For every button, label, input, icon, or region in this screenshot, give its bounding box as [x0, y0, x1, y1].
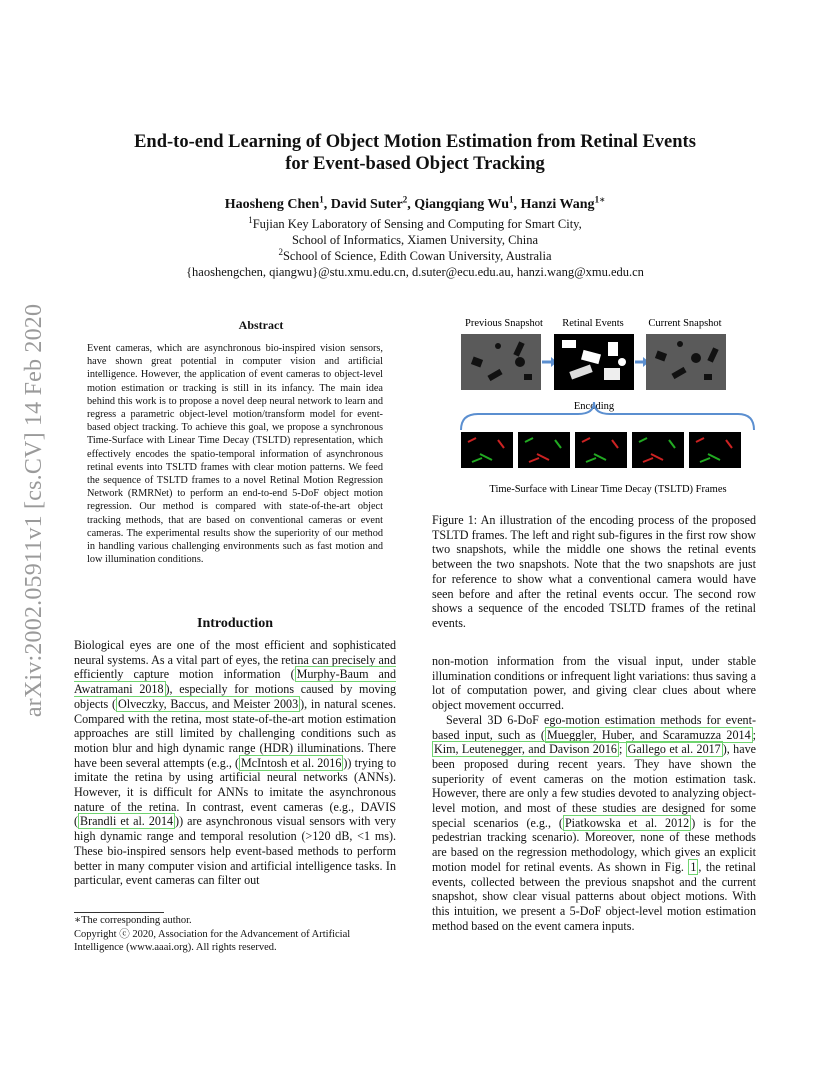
label-current-snapshot: Current Snapshot: [648, 318, 722, 329]
label-retinal-events: Retinal Events: [562, 318, 624, 329]
citation-link[interactable]: Brandli et al. 2014: [80, 814, 174, 829]
tsltd-frame: [689, 432, 741, 468]
figure-1: [458, 312, 758, 502]
author-list: Haosheng Chen$^1$, David Suter$^2$, Qiangqiang Wu$^1$, Hanzi Wang$^{1∗}$: [224, 194, 606, 212]
tsltd-frame: [461, 432, 513, 468]
figure-reference-link[interactable]: 1: [690, 859, 697, 874]
introduction-text: Biological eyes are one of the most efficient and sophisticated neural systems. As a vital part of eyes, the retina can precisely and efficiently capture motion information ( Murphy-Baum and Awatramani 2018 ), especially for motions caused by moving objects ( Olveczky, Baccus, and Meister 2003 ), in natural scenes. Compared with the retina, most state-of-the-art motion estimation approaches are still limited by challenging conditions such as motion blur and high dynamic range (HDR) illuminations. There have been several attempts (e.g., ( McIntosh et al. 2016 )) trying to imitate the retina by using artificial neural networks (ANNs). However, it is difficult for ANNs to imitate the asynchronous nature of the retina. In contrast, event cameras (e.g., DAVIS ( Brandli et al. 2014 )) are asynchronous visual sensors with very high dynamic range and temporal resolution (>120 dB, <1 ms). These bio-inspired sensors help event-based methods to perform better in many computer vision and artificial intelligence tasks. In particular, event cameras can filter out: [74, 638, 396, 888]
citation-link[interactable]: Piatkowska et al. 2012: [564, 815, 690, 830]
affiliations: $^1$Fujian Key Laboratory of Sensing and Computing for Smart City, School of Informatics, Xiamen University, China $^2$School of Science, Edith Cowan University, Australia {haoshengchen, qiangwu}@stu.xmu.edu.cn, d.suter@ecu.edu.au, hanzi.wang@xmu.edu.cn: [186, 214, 644, 279]
previous-snapshot-image: [461, 334, 541, 390]
tsltd-frame: [632, 432, 684, 468]
abstract-text: Event cameras, which are asynchronous bio-inspired vision sensors, have shown great potential in computer vision and artificial intelligence. However, the application of event cameras to object-level motion estimation or tracking is still in its infancy. The main idea behind this work is to propose a novel deep neural network to learn and regress a parametric object-level motion/transform model for event-based object tracking. To achieve this goal, we propose a synchronous Time-Surface with Linear Time Decay (TSLTD) representation, which effectively encodes the spatio-temporal information of asynchronous retinal events into TSLTD frames with clear motion patterns. We feed the sequence of TSLTD frames to a novel Retinal Motion Regression Network (RMRNet) to perform an end-to-end 5-DoF object motion regression. Our method is compared with state-of-the-art object tracking methods, that are based on conventional cameras or event cameras. The experimental results show the superiority of our method in handling various challenging environments such as fast motion and low illumination conditions.: [87, 343, 383, 566]
label-previous-snapshot: Previous Snapshot: [465, 318, 543, 329]
citation-link[interactable]: Kim, Leutenegger, and Davison 2016: [434, 742, 617, 757]
retinal-events-image: [554, 334, 634, 390]
introduction-heading: Introduction: [197, 616, 273, 631]
footnote: ∗The corresponding author. Copyright ⓒ 2020, Association for the Advancement of Artificial Intelligence (www.aaai.org). All rights reserved.: [74, 915, 351, 953]
tsltd-frame: [518, 432, 570, 468]
citation-link[interactable]: McIntosh et al. 2016: [241, 755, 342, 770]
figure-1-caption: Figure 1: An illustration of the encoding process of the proposed TSLTD frames. The left and right sub-figures in the first row show two snapshots, while the middle one shows the retinal events between the two snapshots. Note that the two snapshots are just for reference to show what a conventional camera would have seen before and after the retinal events occur. The second row shows a sequence of the encoded TSLTD frames of the retinal events.: [432, 513, 756, 630]
abstract-heading: Abstract: [238, 318, 284, 332]
figure-1-illustration: [458, 312, 758, 502]
citation-link[interactable]: Murphy-Baum and Awatramani 2018: [74, 667, 396, 697]
tsltd-frame: [575, 432, 627, 468]
label-encoding: Encoding: [573, 401, 615, 412]
paper-title: End-to-end Learning of Object Motion Estimation from Retinal Events for Event-based Object Tracking: [134, 132, 696, 174]
citation-link[interactable]: Gallego et al. 2017: [627, 742, 721, 757]
label-tsltd-frames: Time-Surface with Linear Time Decay (TSLTD) Frames: [489, 484, 727, 495]
introduction-text-continued: non-motion information from the visual input, under stable illumination conditions or infrequent light variations: thus saving a lot of computation power, and giving clear clues about where object movement occurred. Several 3D 6-DoF ego-motion estimation methods for event-based input, such as ( Mueggler, Huber, and Scaramuzza 2014 ; Kim, Leutenegger, and Davison 2016 ; Gallego et al. 2017 ), have been proposed during recent years. They have shown the superiority of event cameras on the motion estimation task. However, there are only a few studies devoted to analyzing object-level motion, and most of these studies are designed for some special scenarios (e.g., ( Piatkowska et al. 2012 ) is for the pedestrian tracking scenario). Moreover, none of these methods are based on the regression methodology, which gives an explicit motion model for retinal events. As shown in Fig. 1 , the retinal events, collected between the previous snapshot and the current snapshot, show clear visual patterns about object motions. With this intuition, we present a 5-DoF object-level motion estimation method based on the event camera inputs.: [432, 654, 757, 933]
citation-link[interactable]: Mueggler, Huber, and Scaramuzza 2014: [546, 727, 751, 742]
arxiv-watermark: arXiv:2002.05911v1 [cs.CV] 14 Feb 2020: [21, 303, 48, 717]
tsltd-frames-row: [461, 432, 741, 468]
footnote-divider: [74, 912, 164, 913]
current-snapshot-image: [646, 334, 726, 390]
citation-link[interactable]: Olveczky, Baccus, and Meister 2003: [118, 696, 299, 711]
